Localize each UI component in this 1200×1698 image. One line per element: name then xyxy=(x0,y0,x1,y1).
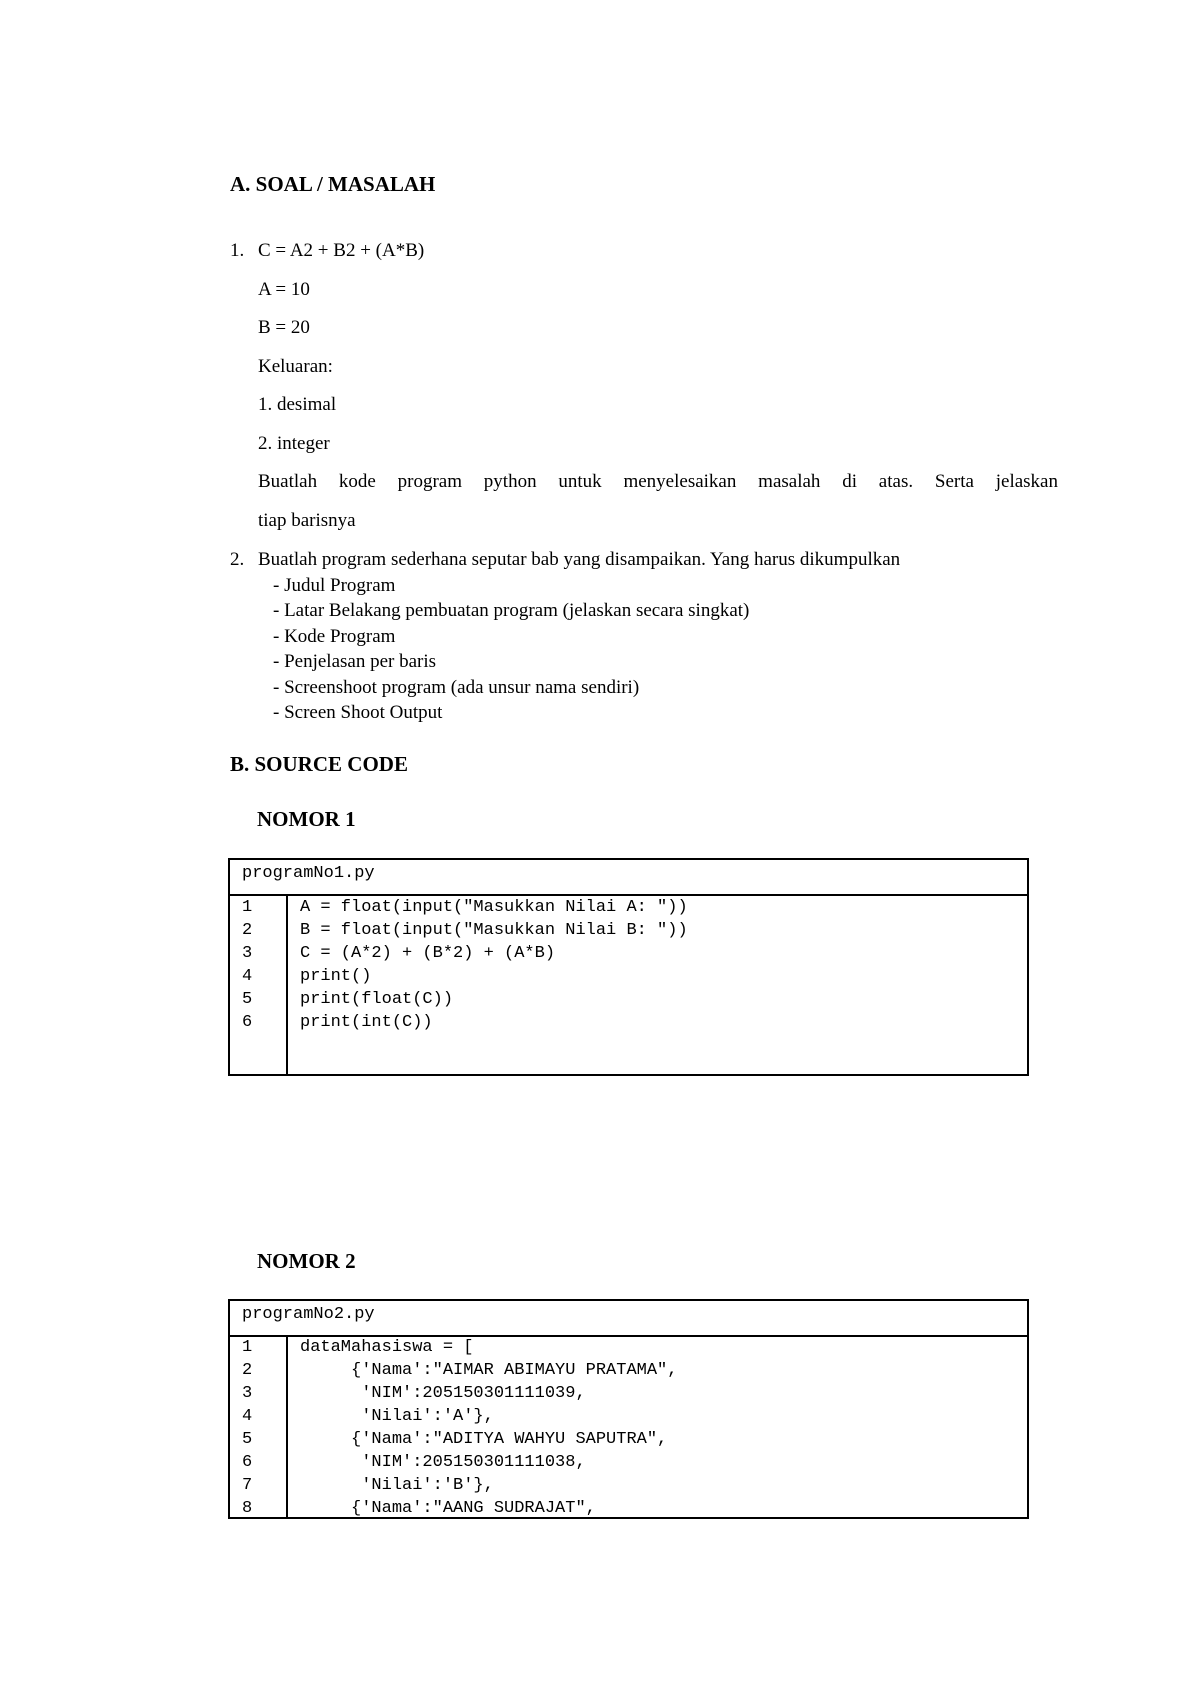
line-number: 1 xyxy=(242,1338,253,1357)
line-number: 5 xyxy=(242,1430,253,1449)
code-line: {'Nama':"AANG SUDRAJAT", xyxy=(300,1499,596,1518)
requirement-item: - Kode Program xyxy=(273,626,396,647)
code-box-nomor2 xyxy=(228,1299,1029,1519)
requirement-item: - Penjelasan per baris xyxy=(273,651,437,672)
code-filename: programNo1.py xyxy=(230,860,1027,896)
line-number: 1 xyxy=(242,898,253,917)
item1-a-value: A = 10 xyxy=(258,279,310,300)
item1-b-value: B = 20 xyxy=(258,317,310,338)
requirement-item: - Screen Shoot Output xyxy=(273,702,443,723)
item1-formula: C = A2 + B2 + (A*B) xyxy=(258,240,425,261)
requirement-item: - Judul Program xyxy=(273,575,396,596)
line-number: 7 xyxy=(242,1476,253,1495)
item1-output-label: Keluaran: xyxy=(258,356,333,377)
line-number-column xyxy=(230,1337,288,1517)
line-number: 4 xyxy=(242,1407,253,1426)
item1-number: 1. xyxy=(230,240,245,261)
requirement-item: - Latar Belakang pembuatan program (jelaskan secara singkat) xyxy=(273,600,750,621)
code-line: 'NIM':205150301111039, xyxy=(300,1384,586,1403)
line-number: 3 xyxy=(242,944,253,963)
item1-instruction-line2: tiap barisnya xyxy=(258,510,356,531)
code-line: 'Nilai':'A'}, xyxy=(300,1407,494,1426)
code-line: 'Nilai':'B'}, xyxy=(300,1476,494,1495)
item1-output1: 1. desimal xyxy=(258,394,337,415)
item1-output2: 2. integer xyxy=(258,433,330,454)
line-number: 2 xyxy=(242,1361,253,1380)
item2-instruction: Buatlah program sederhana seputar bab yang disampaikan. Yang harus dikumpulkan xyxy=(258,549,901,570)
code-filename: programNo2.py xyxy=(230,1301,1027,1337)
line-number: 5 xyxy=(242,990,253,1009)
code-line: print(float(C)) xyxy=(300,990,454,1009)
code-line: {'Nama':"AIMAR ABIMAYU PRATAMA", xyxy=(300,1361,678,1380)
line-number: 4 xyxy=(242,967,253,986)
line-number: 8 xyxy=(242,1499,253,1518)
nomor1-title: NOMOR 1 xyxy=(257,807,356,831)
line-number: 6 xyxy=(242,1013,253,1032)
line-number: 2 xyxy=(242,921,253,940)
code-line: dataMahasiswa = [ xyxy=(300,1338,474,1357)
nomor2-title: NOMOR 2 xyxy=(257,1249,356,1273)
section-a-heading: A. SOAL / MASALAH xyxy=(230,172,436,196)
line-number-column xyxy=(230,896,288,1074)
code-box-nomor1 xyxy=(228,858,1029,1076)
line-number: 3 xyxy=(242,1384,253,1403)
requirement-item: - Screenshoot program (ada unsur nama sendiri) xyxy=(273,677,640,698)
code-line: {'Nama':"ADITYA WAHYU SAPUTRA", xyxy=(300,1430,668,1449)
item1-instruction-line1: Buatlah kode program python untuk menyelesaikan masalah di atas. Serta jelaskan xyxy=(258,471,1058,492)
item2-number: 2. xyxy=(230,549,245,570)
code-line: C = (A*2) + (B*2) + (A*B) xyxy=(300,944,556,963)
code-line: A = float(input("Masukkan Nilai A: ")) xyxy=(300,898,688,917)
section-b-heading: B. SOURCE CODE xyxy=(230,752,408,776)
line-number: 6 xyxy=(242,1453,253,1472)
code-line: print(int(C)) xyxy=(300,1013,433,1032)
code-line: B = float(input("Masukkan Nilai B: ")) xyxy=(300,921,688,940)
code-line: print() xyxy=(300,967,372,986)
code-line: 'NIM':205150301111038, xyxy=(300,1453,586,1472)
